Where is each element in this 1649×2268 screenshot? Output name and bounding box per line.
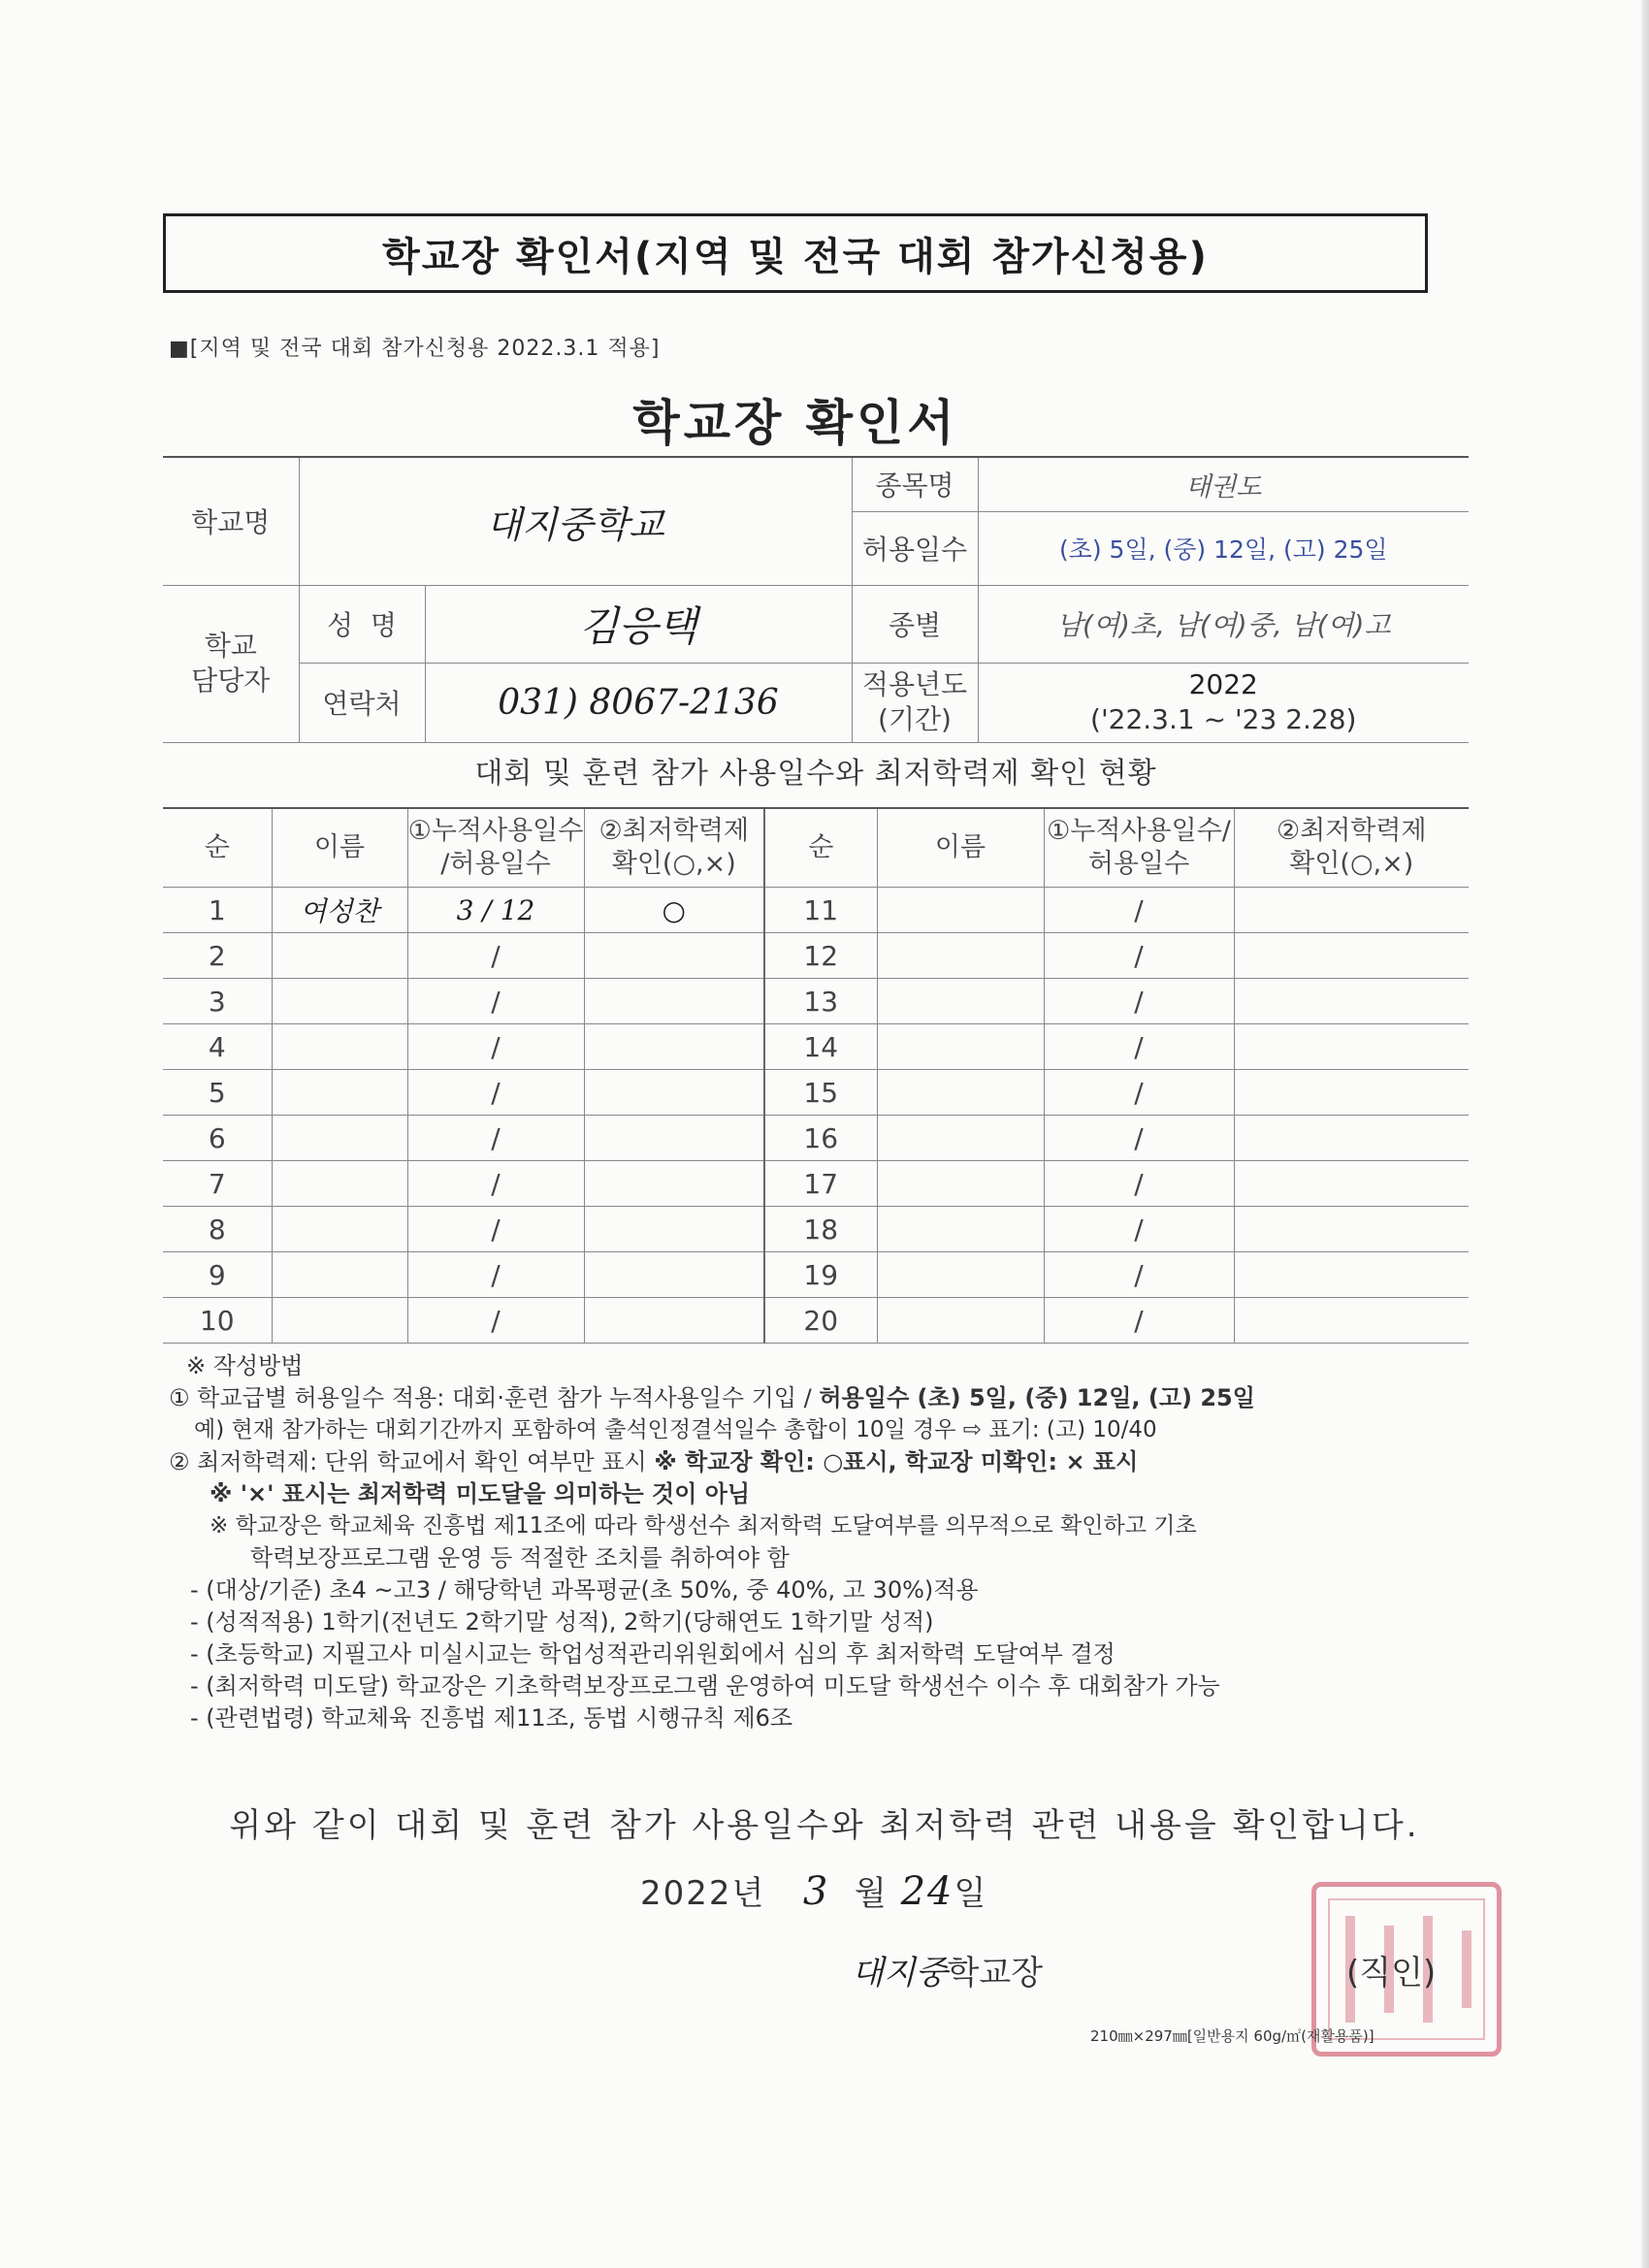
row-name bbox=[272, 1161, 407, 1207]
row-name-2 bbox=[877, 1116, 1044, 1161]
row-check-2 bbox=[1234, 979, 1469, 1024]
row-no: 1 bbox=[163, 888, 272, 933]
instructions bbox=[169, 1350, 1469, 1734]
row-no: 6 bbox=[163, 1116, 272, 1161]
row-days: / bbox=[407, 1207, 584, 1252]
row-name bbox=[272, 1024, 407, 1070]
school-info-table bbox=[163, 456, 1469, 743]
row-name bbox=[272, 933, 407, 979]
row-no-2: 19 bbox=[764, 1252, 877, 1298]
notes-line-8: - (성적적용) 1학기(전년도 2학기말 성적), 2학기(당해연도 1학기말 성적) bbox=[190, 1608, 934, 1636]
row-days-2: / bbox=[1044, 1207, 1234, 1252]
gender-label: 종별 bbox=[852, 585, 978, 663]
row-no: 5 bbox=[163, 1070, 272, 1116]
contact-label: 연락처 bbox=[299, 663, 425, 742]
row-check-2 bbox=[1234, 1161, 1469, 1207]
row-check-2 bbox=[1234, 1070, 1469, 1116]
row-days-2: / bbox=[1044, 1298, 1234, 1344]
row-name-2 bbox=[877, 888, 1044, 933]
row-no-2: 12 bbox=[764, 933, 877, 979]
year-cell bbox=[978, 663, 1469, 742]
row-name-2 bbox=[877, 1070, 1044, 1116]
roster-table bbox=[163, 807, 1469, 1344]
row-days-2: / bbox=[1044, 1024, 1234, 1070]
contact-value: 031) 8067-2136 bbox=[425, 663, 852, 742]
paper-spec-note: 210㎜×297㎜[일반용지 60g/㎡(재활용품)] bbox=[1090, 2027, 1374, 2045]
row-days: / bbox=[407, 979, 584, 1024]
row-no: 3 bbox=[163, 979, 272, 1024]
row-no: 4 bbox=[163, 1024, 272, 1070]
header-name: 이름 bbox=[272, 808, 407, 888]
row-days-2: / bbox=[1044, 1116, 1234, 1161]
page-title: 학교장 확인서 bbox=[632, 395, 958, 451]
row-check bbox=[584, 933, 764, 979]
row-check bbox=[584, 979, 764, 1024]
date-line bbox=[640, 1866, 987, 1914]
notes-line-5: ※ 학교장은 학교체육 진흥법 제11조에 따라 학생선수 최저학력 도달여부를 의무적으로 확인하고 기초 bbox=[210, 1513, 1197, 1539]
row-name bbox=[272, 1252, 407, 1298]
row-name bbox=[272, 1116, 407, 1161]
row-check-2 bbox=[1234, 1298, 1469, 1344]
school-name-value: 대지중학교 bbox=[299, 457, 852, 585]
sport-value: 태권도 bbox=[978, 457, 1469, 511]
header-no-2: 순 bbox=[764, 808, 877, 888]
row-days-2: / bbox=[1044, 1161, 1234, 1207]
notes-line-1b: 허용일수 (초) 5일, (중) 12일, (고) 25일 bbox=[819, 1384, 1255, 1411]
row-name-2 bbox=[877, 933, 1044, 979]
row-days: / bbox=[407, 1252, 584, 1298]
document-title-box: 학교장 확인서(지역 및 전국 대회 참가신청용) bbox=[163, 213, 1428, 293]
year-label: 적용년도 (기간) bbox=[852, 663, 978, 742]
row-check bbox=[584, 1070, 764, 1116]
row-no-2: 18 bbox=[764, 1207, 877, 1252]
date-year: 2022년 bbox=[640, 1874, 766, 1913]
notes-line-1 bbox=[169, 1382, 1469, 1414]
row-check bbox=[584, 1207, 764, 1252]
row-check bbox=[584, 1252, 764, 1298]
row-name bbox=[272, 1070, 407, 1116]
row-no: 10 bbox=[163, 1298, 272, 1344]
manager-name-value: 김응택 bbox=[425, 585, 852, 663]
row-name bbox=[272, 1207, 407, 1252]
row-no-2: 20 bbox=[764, 1298, 877, 1344]
table-row bbox=[163, 1298, 1469, 1344]
row-days: 3 / 12 bbox=[407, 888, 584, 933]
notes-line-11: - (관련법령) 학교체육 진흥법 제11조, 동법 시행규칙 제6조 bbox=[190, 1704, 793, 1732]
table-row bbox=[163, 1252, 1469, 1298]
row-check-2 bbox=[1234, 1207, 1469, 1252]
page-edge bbox=[1641, 0, 1649, 2268]
row-no: 7 bbox=[163, 1161, 272, 1207]
manager-label: 학교 담당자 bbox=[163, 585, 299, 742]
header-days: ①누적사용일수 /허용일수 bbox=[407, 808, 584, 888]
notes-line-2: 예) 현재 참가하는 대회기간까지 포함하여 출석인정결석일수 총합이 10일 경우 ⇨ 표기: (고) 10/40 bbox=[194, 1417, 1157, 1442]
school-name-label: 학교명 bbox=[163, 457, 299, 585]
row-name-2 bbox=[877, 979, 1044, 1024]
row-check bbox=[584, 1024, 764, 1070]
table-row bbox=[163, 1116, 1469, 1161]
allowed-days-value: (초) 5일, (중) 12일, (고) 25일 bbox=[978, 511, 1469, 585]
date-month-label: 월 bbox=[854, 1874, 889, 1913]
table-row bbox=[163, 1161, 1469, 1207]
notes-line-10: - (최저학력 미도달) 학교장은 기초학력보장프로그램 운영하여 미도달 학생선수 이수 후 대회참가 가능 bbox=[190, 1672, 1220, 1700]
row-name-2 bbox=[877, 1207, 1044, 1252]
notes-line-9: - (초등학교) 지필고사 미실시교는 학업성적관리위원회에서 심의 후 최저학력 도달여부 결정 bbox=[190, 1640, 1116, 1668]
table-row bbox=[163, 1070, 1469, 1116]
principal-label: 학교장 bbox=[947, 1954, 1044, 1993]
notes-line-4: ※ '×' 표시는 최저학력 미도달을 의미하는 것이 아님 bbox=[210, 1480, 751, 1507]
notes-line-3a: ② 최저학력제: 단위 학교에서 확인 여부만 표시 bbox=[169, 1448, 655, 1475]
row-days-2: / bbox=[1044, 888, 1234, 933]
header-days-2: ①누적사용일수/ 허용일수 bbox=[1044, 808, 1234, 888]
row-check-2 bbox=[1234, 933, 1469, 979]
row-check bbox=[584, 1298, 764, 1344]
row-no: 2 bbox=[163, 933, 272, 979]
row-check bbox=[584, 1116, 764, 1161]
row-days: / bbox=[407, 1024, 584, 1070]
year-value: 2022 bbox=[1188, 667, 1258, 700]
table-row bbox=[163, 888, 1469, 933]
roster-section-title: 대회 및 훈련 참가 사용일수와 최저학력제 확인 현황 bbox=[474, 757, 1157, 791]
name-label: 성 명 bbox=[299, 585, 425, 663]
row-days-2: / bbox=[1044, 933, 1234, 979]
row-days: / bbox=[407, 1116, 584, 1161]
row-no-2: 15 bbox=[764, 1070, 877, 1116]
notes-line-1a: ① 학교급별 허용일수 적용: 대회·훈련 참가 누적사용일수 기입 / bbox=[169, 1384, 820, 1411]
notes-line-3 bbox=[169, 1446, 1469, 1478]
table-row bbox=[163, 933, 1469, 979]
table-row bbox=[163, 1024, 1469, 1070]
row-days: / bbox=[407, 933, 584, 979]
row-days-2: / bbox=[1044, 1252, 1234, 1298]
row-no: 8 bbox=[163, 1207, 272, 1252]
row-check-2 bbox=[1234, 1252, 1469, 1298]
date-day-value: 24 bbox=[900, 1869, 954, 1914]
row-name-2 bbox=[877, 1024, 1044, 1070]
row-name: 여성찬 bbox=[272, 888, 407, 933]
header-check: ②최저학력제 확인(○,×) bbox=[584, 808, 764, 888]
notes-heading: ※ 작성방법 bbox=[186, 1352, 304, 1379]
row-name-2 bbox=[877, 1252, 1044, 1298]
row-check: ○ bbox=[584, 888, 764, 933]
row-no-2: 11 bbox=[764, 888, 877, 933]
row-no-2: 17 bbox=[764, 1161, 877, 1207]
gender-value-text: 남(여)초, 남(여)중, 남(여)고 bbox=[1055, 609, 1391, 641]
row-no-2: 13 bbox=[764, 979, 877, 1024]
table-row bbox=[163, 1207, 1469, 1252]
principal-line bbox=[852, 1946, 1043, 1993]
row-name bbox=[272, 979, 407, 1024]
row-days: / bbox=[407, 1070, 584, 1116]
allowed-days-label: 허용일수 bbox=[852, 511, 978, 585]
header-no: 순 bbox=[163, 808, 272, 888]
row-name-2 bbox=[877, 1298, 1044, 1344]
confirmation-statement: 위와 같이 대회 및 훈련 참가 사용일수와 최저학력 관련 내용을 확인합니다. bbox=[229, 1806, 1420, 1845]
row-days: / bbox=[407, 1161, 584, 1207]
subtitle: ■[지역 및 전국 대회 참가신청용 2022.3.1 적용] bbox=[169, 337, 661, 361]
notes-line-7: - (대상/기준) 초4 ~고3 / 해당학년 과목평균(초 50%, 중 40%, 고 30%)적용 bbox=[190, 1576, 979, 1604]
row-check bbox=[584, 1161, 764, 1207]
row-no: 9 bbox=[163, 1252, 272, 1298]
row-name-2 bbox=[877, 1161, 1044, 1207]
gender-value bbox=[978, 585, 1469, 663]
date-day-label: 일 bbox=[954, 1874, 988, 1913]
date-month-value: 3 bbox=[802, 1869, 830, 1914]
row-check-2 bbox=[1234, 1024, 1469, 1070]
row-no-2: 14 bbox=[764, 1024, 877, 1070]
row-name bbox=[272, 1298, 407, 1344]
table-row bbox=[163, 979, 1469, 1024]
row-check-2 bbox=[1234, 1116, 1469, 1161]
row-days-2: / bbox=[1044, 1070, 1234, 1116]
header-name-2: 이름 bbox=[877, 808, 1044, 888]
notes-line-6: 학력보장프로그램 운영 등 적절한 조치를 취하여야 함 bbox=[250, 1544, 790, 1571]
principal-school-handwritten: 대지중 bbox=[852, 1954, 948, 1993]
header-check-2: ②최저학력제 확인(○,×) bbox=[1234, 808, 1469, 888]
seal-label: (직인) bbox=[1346, 1954, 1437, 1993]
row-days-2: / bbox=[1044, 979, 1234, 1024]
row-check-2 bbox=[1234, 888, 1469, 933]
row-no-2: 16 bbox=[764, 1116, 877, 1161]
sport-label: 종목명 bbox=[852, 457, 978, 511]
notes-line-3b: ※ 학교장 확인: ○표시, 학교장 미확인: × 표시 bbox=[654, 1448, 1139, 1475]
row-days: / bbox=[407, 1298, 584, 1344]
period-value: ('22.3.1 ~ '23 2.28) bbox=[1090, 703, 1357, 735]
